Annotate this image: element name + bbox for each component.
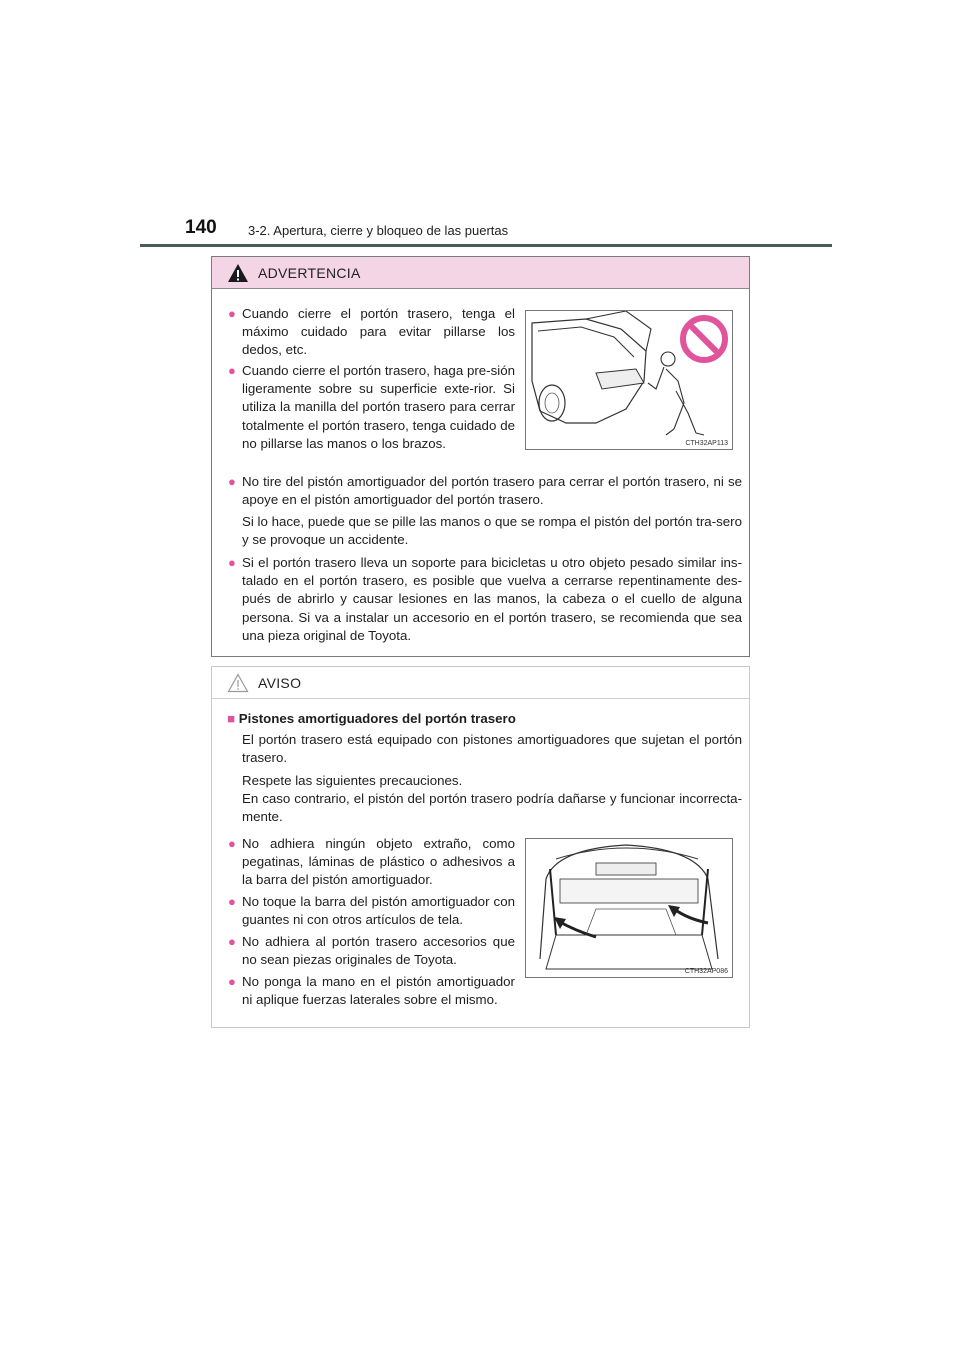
bullet-icon: ●: [228, 306, 236, 321]
caution-triangle-icon: [227, 673, 249, 693]
warning-item-text: Cuando cierre el portón trasero, haga pre-sión ligeramente sobre su superficie exte-rior. Si utiliza la manilla del portón trasero para cerrar totalmente el portón trasero, tenga cuidado de no pillarse las manos o los brazos.: [242, 363, 515, 451]
warning-item-text: No tire del pistón amortiguador del portón trasero para cerrar el portón trasero, ni se apoye en el pistón amortiguador del portón trasero.: [242, 474, 742, 508]
bullet-icon: ●: [228, 894, 236, 909]
warning-item: [228, 305, 515, 360]
notice-item: [228, 933, 515, 969]
notice-subheading-text: Pistones amortiguadores del portón trasero: [238, 711, 516, 726]
notice-item: [228, 893, 515, 929]
warning-item-text: Si el portón trasero lleva un soporte para bicicletas u otro objeto pesado similar ins-talado en el portón trasero, es posible que vuelva a cerrarse repentinamente des-pués de abrirlo y causar lesiones en las manos, la cabeza o el cuello de alguna persona. Si va a instalar un accesorio en el portón trasero, se recomienda que sea una pieza original de Toyota.: [242, 555, 742, 643]
tailgate-closing-illustration: [525, 310, 733, 450]
warning-triangle-icon: [227, 263, 249, 283]
section-title: 3-2. Apertura, cierre y bloqueo de las puertas: [248, 223, 509, 238]
square-bullet-icon: ■: [227, 711, 236, 726]
figure-code: CTH32AP113: [685, 440, 728, 447]
bullet-icon: ●: [228, 555, 236, 570]
notice-title: AVISO: [258, 674, 302, 691]
notice-item-text: No adhiera al portón trasero accesorios que no sean piezas originales de Toyota.: [242, 934, 515, 968]
figure-code: CTH32AP086: [684, 968, 728, 975]
warning-item-text: Cuando cierre el portón trasero, tenga el máximo cuidado para evitar pillarse los dedos, etc.: [242, 306, 515, 358]
bullet-icon: ●: [228, 363, 236, 378]
notice-item-text: No adhiera ningún objeto extraño, como pegatinas, láminas de plástico o adhesivos a la barra del pistón amortiguador.: [242, 836, 515, 888]
warning-item: [228, 362, 515, 453]
warning-header: [212, 257, 749, 289]
notice-paragraph: Respete las siguientes precauciones.: [242, 773, 463, 788]
warning-box: [211, 256, 750, 657]
warning-continuation: Si lo hace, puede que se pille las manos o que se rompa el pistón del portón tra-sero y se provoque un accidente.: [242, 514, 742, 548]
page-number: 140: [185, 217, 217, 238]
damper-piston-illustration: [525, 838, 733, 978]
bullet-icon: ●: [228, 474, 236, 489]
notice-item: [228, 835, 515, 890]
notice-box: [211, 666, 750, 1028]
notice-paragraph: En caso contrario, el pistón del portón trasero podría dañarse y funcionar incorrecta-mente.: [242, 791, 742, 825]
notice-header: [212, 667, 749, 699]
notice-item-text: No toque la barra del pistón amortiguador con guantes ni con otros artículos de tela.: [242, 894, 515, 928]
warning-title: ADVERTENCIA: [258, 264, 361, 281]
notice-item: [228, 973, 515, 1009]
notice-item-text: No ponga la mano en el pistón amortiguador ni aplique fuerzas laterales sobre el mismo.: [242, 974, 515, 1008]
notice-paragraph: El portón trasero está equipado con pistones amortiguadores que sujetan el portón trasero.: [242, 732, 742, 766]
bullet-icon: ●: [228, 934, 236, 949]
notice-subheading: [227, 711, 516, 726]
bullet-icon: ●: [228, 974, 236, 989]
warning-item: [228, 473, 742, 509]
header-rule: [140, 244, 832, 247]
warning-item: [228, 554, 742, 645]
bullet-icon: ●: [228, 836, 236, 851]
